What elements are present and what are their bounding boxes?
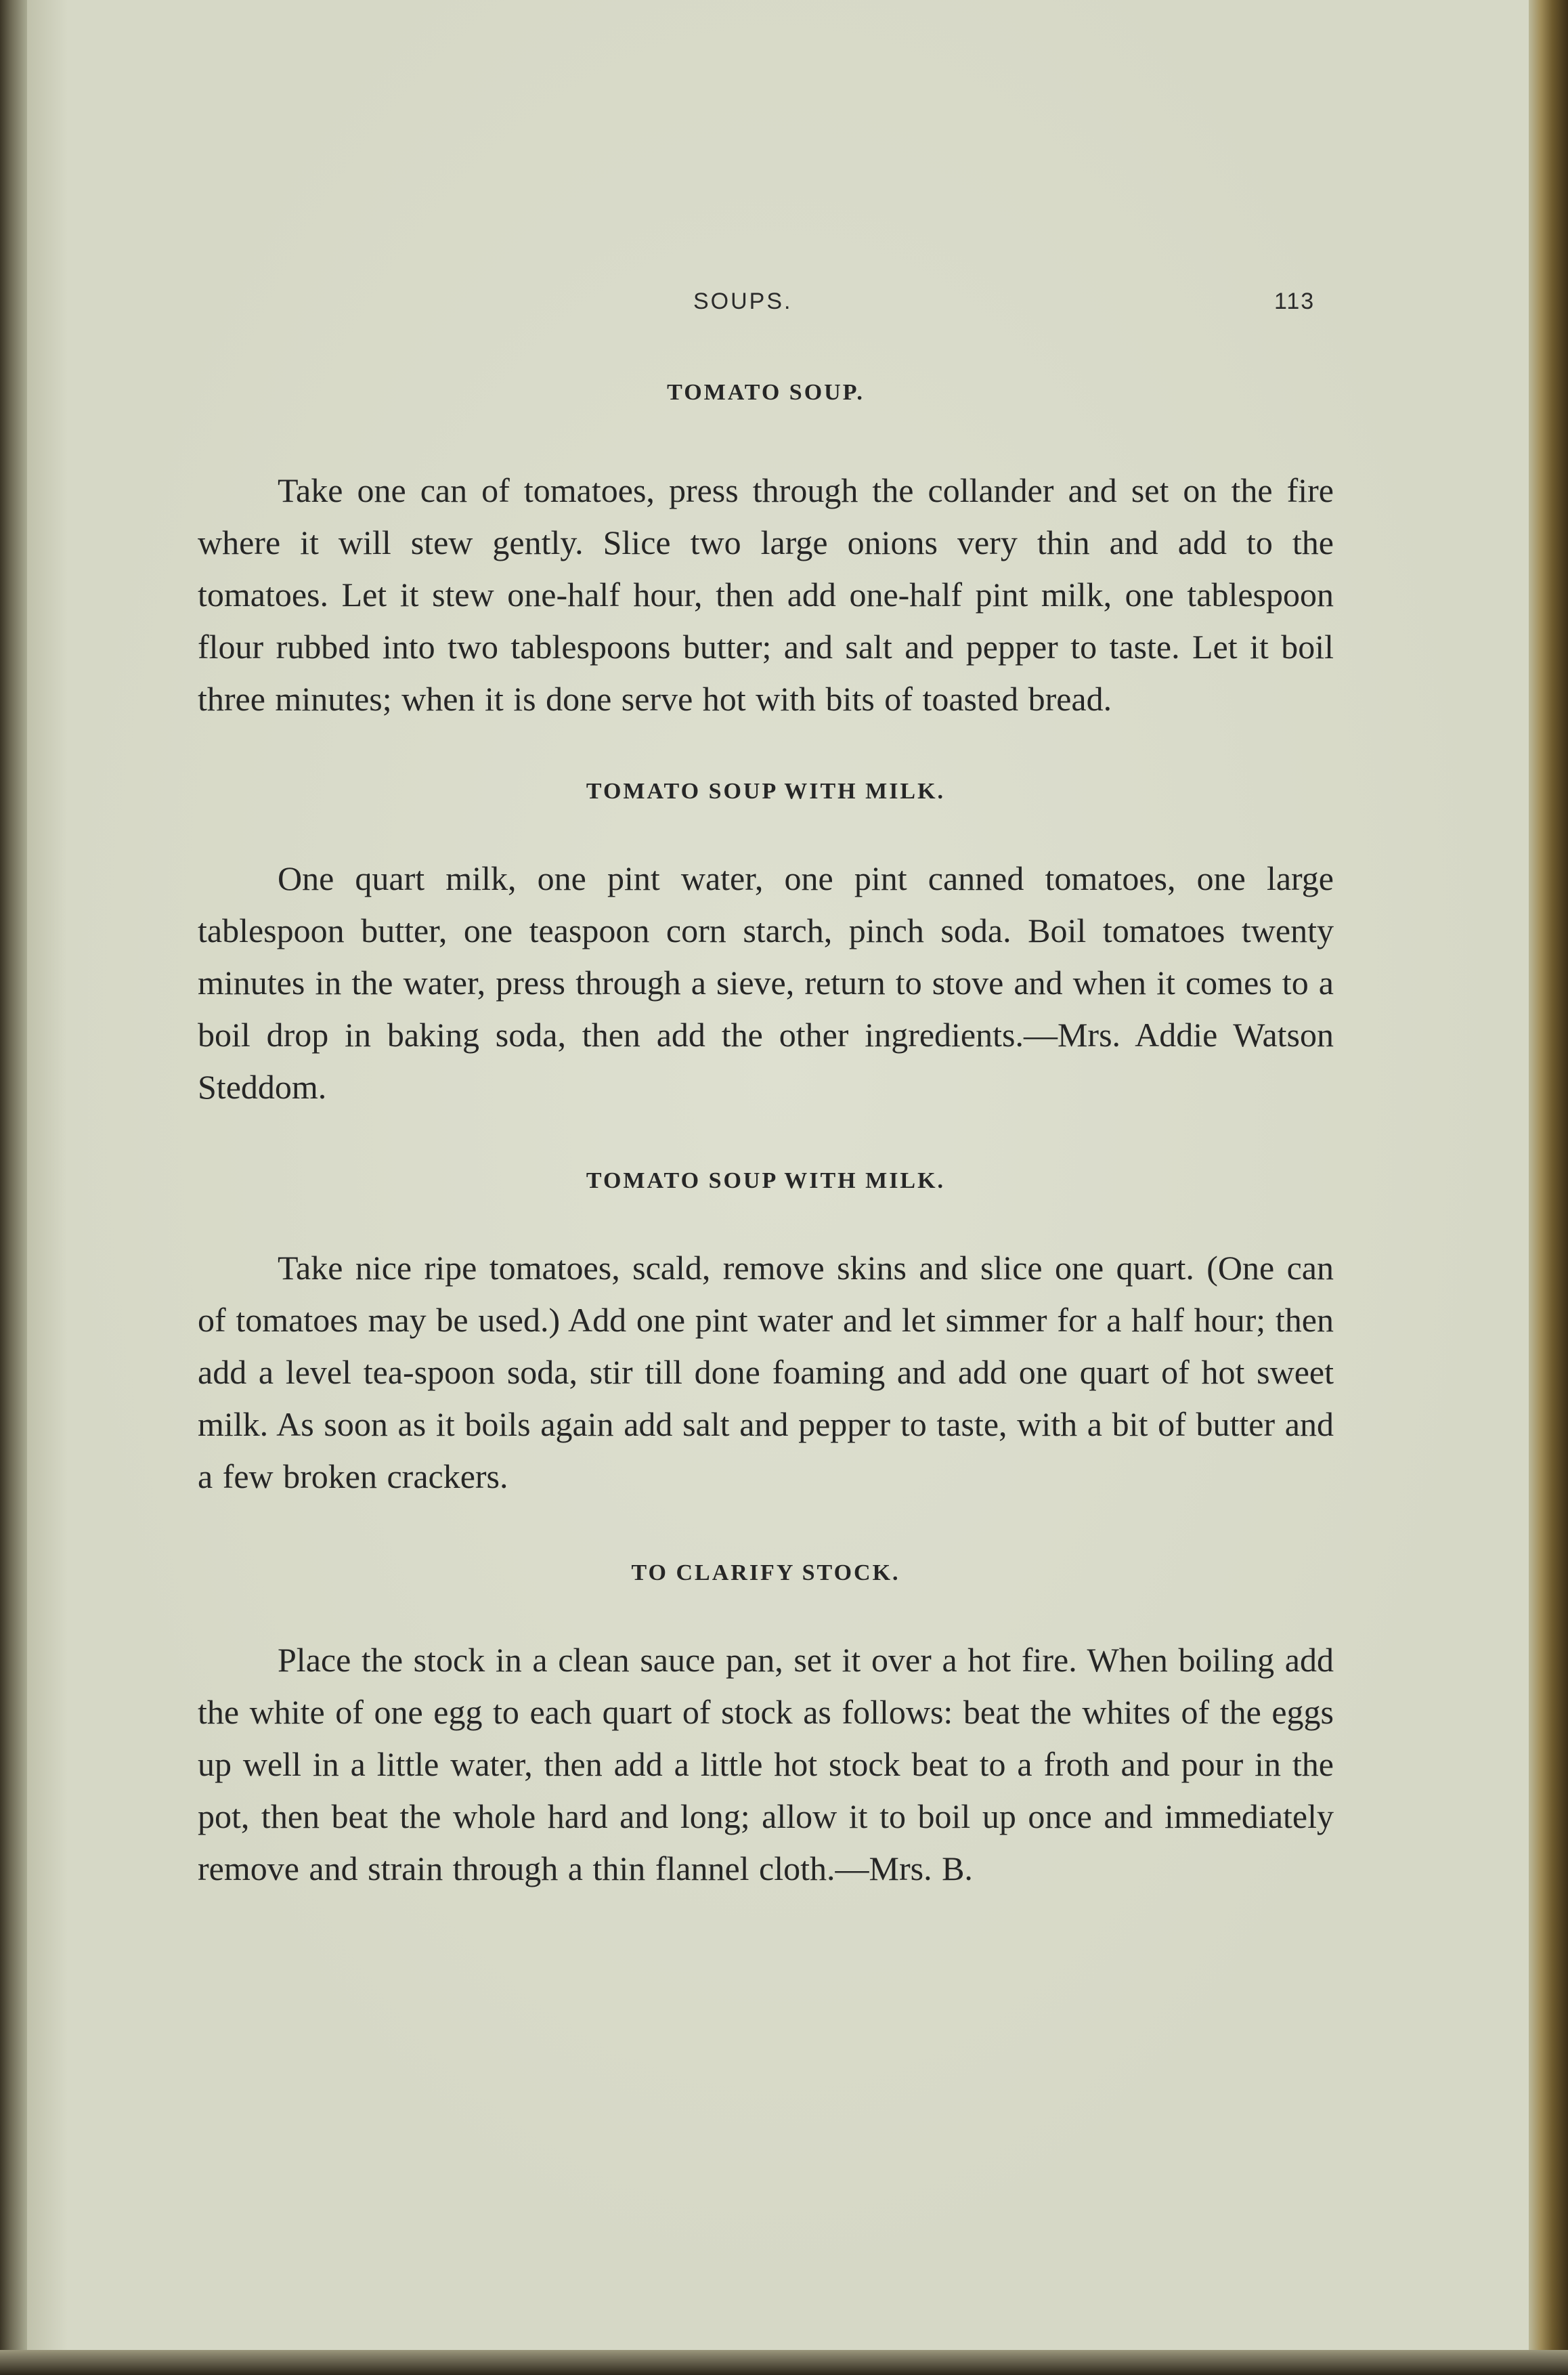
recipe-tomato-soup-with-milk-2 xyxy=(198,1154,1334,1503)
recipe-body: Take one can of tomatoes, press through the collander and set on the fire where it will stew gently. Slice two large onions very thin and add to the tomatoes. Let it stew one-half hour, then add one-half pint milk, one tablespoon flour rubbed into two tablespoons butter; and salt and pepper to taste. Let it boil three minutes; when it is done serve hot with bits of toasted bread. xyxy=(198,471,1334,718)
running-head xyxy=(27,283,1529,324)
recipe-body: Place the stock in a clean sauce pan, set it over a hot fire. When boiling add the white of one egg to each quart of stock as follows: beat the whites of the eggs up well in a little water, then add a little hot stock beat to a froth and pour in the pot, then beat the whole hard and long; allow it to boil up once and immediately remove and strain through a thin flannel cloth.—Mrs. B. xyxy=(198,1641,1334,1887)
page-number: 113 xyxy=(1274,288,1315,314)
page-content xyxy=(198,366,1334,1895)
book-page xyxy=(27,0,1529,2350)
book-binding-left xyxy=(0,0,27,2375)
running-head-title: SOUPS. xyxy=(693,288,793,314)
recipe-tomato-soup-with-milk-1 xyxy=(198,765,1334,1113)
recipe-to-clarify-stock xyxy=(198,1546,1334,1895)
recipe-heading: TOMATO SOUP WITH MILK. xyxy=(586,1168,946,1193)
recipe-heading: TO CLARIFY STOCK. xyxy=(631,1560,900,1585)
recipe-tomato-soup xyxy=(198,366,1334,725)
recipe-heading: TOMATO SOUP WITH MILK. xyxy=(586,779,946,804)
book-page-edge-bottom xyxy=(0,2350,1568,2375)
recipe-body: Take nice ripe tomatoes, scald, remove skins and slice one quart. (One can of tomatoes may be used.) Add one pint water and let simmer for a half hour; then add a level tea-spoon soda, stir till done foaming and add one quart of hot sweet milk. As soon as it boils again add salt and pepper to taste, with a bit of butter and a few broken crackers. xyxy=(198,1249,1334,1495)
book-page-edge-right xyxy=(1529,0,1568,2375)
recipe-heading: TOMATO SOUP. xyxy=(667,380,865,405)
recipe-body: One quart milk, one pint water, one pint canned tomatoes, one large tablespoon butter, one teaspoon corn starch, pinch soda. Boil tomatoes twenty minutes in the water, press through a sieve, return to stove and when it comes to a boil drop in baking soda, then add the other ingredients.—Mrs. Addie Watson Steddom. xyxy=(198,859,1334,1106)
